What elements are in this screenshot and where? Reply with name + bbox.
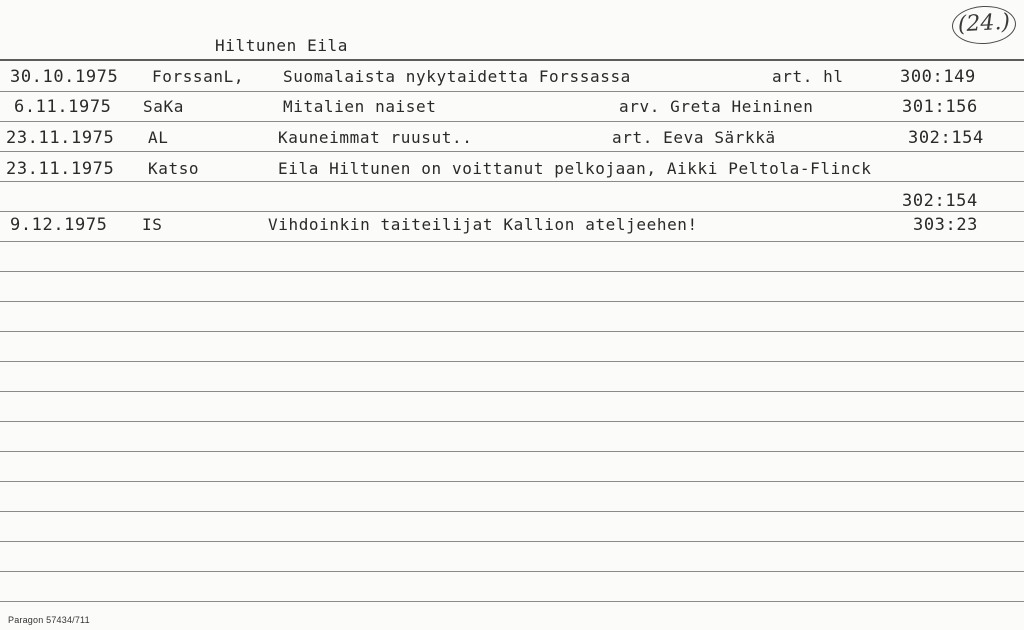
ruled-line <box>0 59 1024 61</box>
entry-source: Katso <box>148 159 200 178</box>
ruled-line <box>0 511 1024 512</box>
entry-source: AL <box>148 128 169 147</box>
ruled-line <box>0 331 1024 332</box>
ruled-line <box>0 91 1024 92</box>
printer-mark: Paragon 57434/711 <box>8 615 90 625</box>
ruled-line <box>0 301 1024 302</box>
entry-source: SaKa <box>143 97 184 116</box>
ruled-line <box>0 121 1024 122</box>
entry-credit: arv. Greta Heininen <box>619 97 814 116</box>
entry-date: 6.11.1975 <box>14 97 112 117</box>
card-number-circled: (24.) <box>951 4 1017 45</box>
ruled-line <box>0 391 1024 392</box>
ruled-line <box>0 151 1024 152</box>
ruled-line <box>0 541 1024 542</box>
entry-date: 30.10.1975 <box>10 67 119 87</box>
ruled-line <box>0 601 1024 602</box>
entry-credit: art. Eeva Särkkä <box>612 128 776 147</box>
ruled-line <box>0 571 1024 572</box>
entry-title: Mitalien naiset <box>283 97 437 116</box>
entry-title: Eila Hiltunen on voittanut pelkojaan, Aikki Peltola-Flinck <box>278 159 872 178</box>
ruled-line <box>0 271 1024 272</box>
entry-title: Kauneimmat ruusut.. <box>278 128 473 147</box>
entry-ref: 301:156 <box>902 97 978 117</box>
entry-title: Suomalaista nykytaidetta Forssassa <box>283 67 631 86</box>
ruled-line <box>0 181 1024 182</box>
entry-date: 9.12.1975 <box>10 215 108 235</box>
ruled-line <box>0 211 1024 212</box>
entry-source: ForssanL, <box>152 67 245 86</box>
ruled-line <box>0 421 1024 422</box>
card-name: Hiltunen Eila <box>215 36 349 55</box>
entry-credit: art. hl <box>772 67 844 86</box>
entry-source: IS <box>142 215 163 234</box>
entry-ref: 302:154 <box>908 128 984 148</box>
ruled-line <box>0 451 1024 452</box>
ruled-line <box>0 361 1024 362</box>
ruled-line <box>0 241 1024 242</box>
entry-date: 23.11.1975 <box>6 159 115 179</box>
entry-date: 23.11.1975 <box>6 128 115 148</box>
entry-ref: 303:23 <box>913 215 979 235</box>
entry-ref: 302:154 <box>902 191 978 211</box>
entry-title: Vihdoinkin taiteilijat Kallion ateljeehen! <box>268 215 698 234</box>
entry-ref: 300:149 <box>900 67 976 87</box>
ruled-line <box>0 481 1024 482</box>
